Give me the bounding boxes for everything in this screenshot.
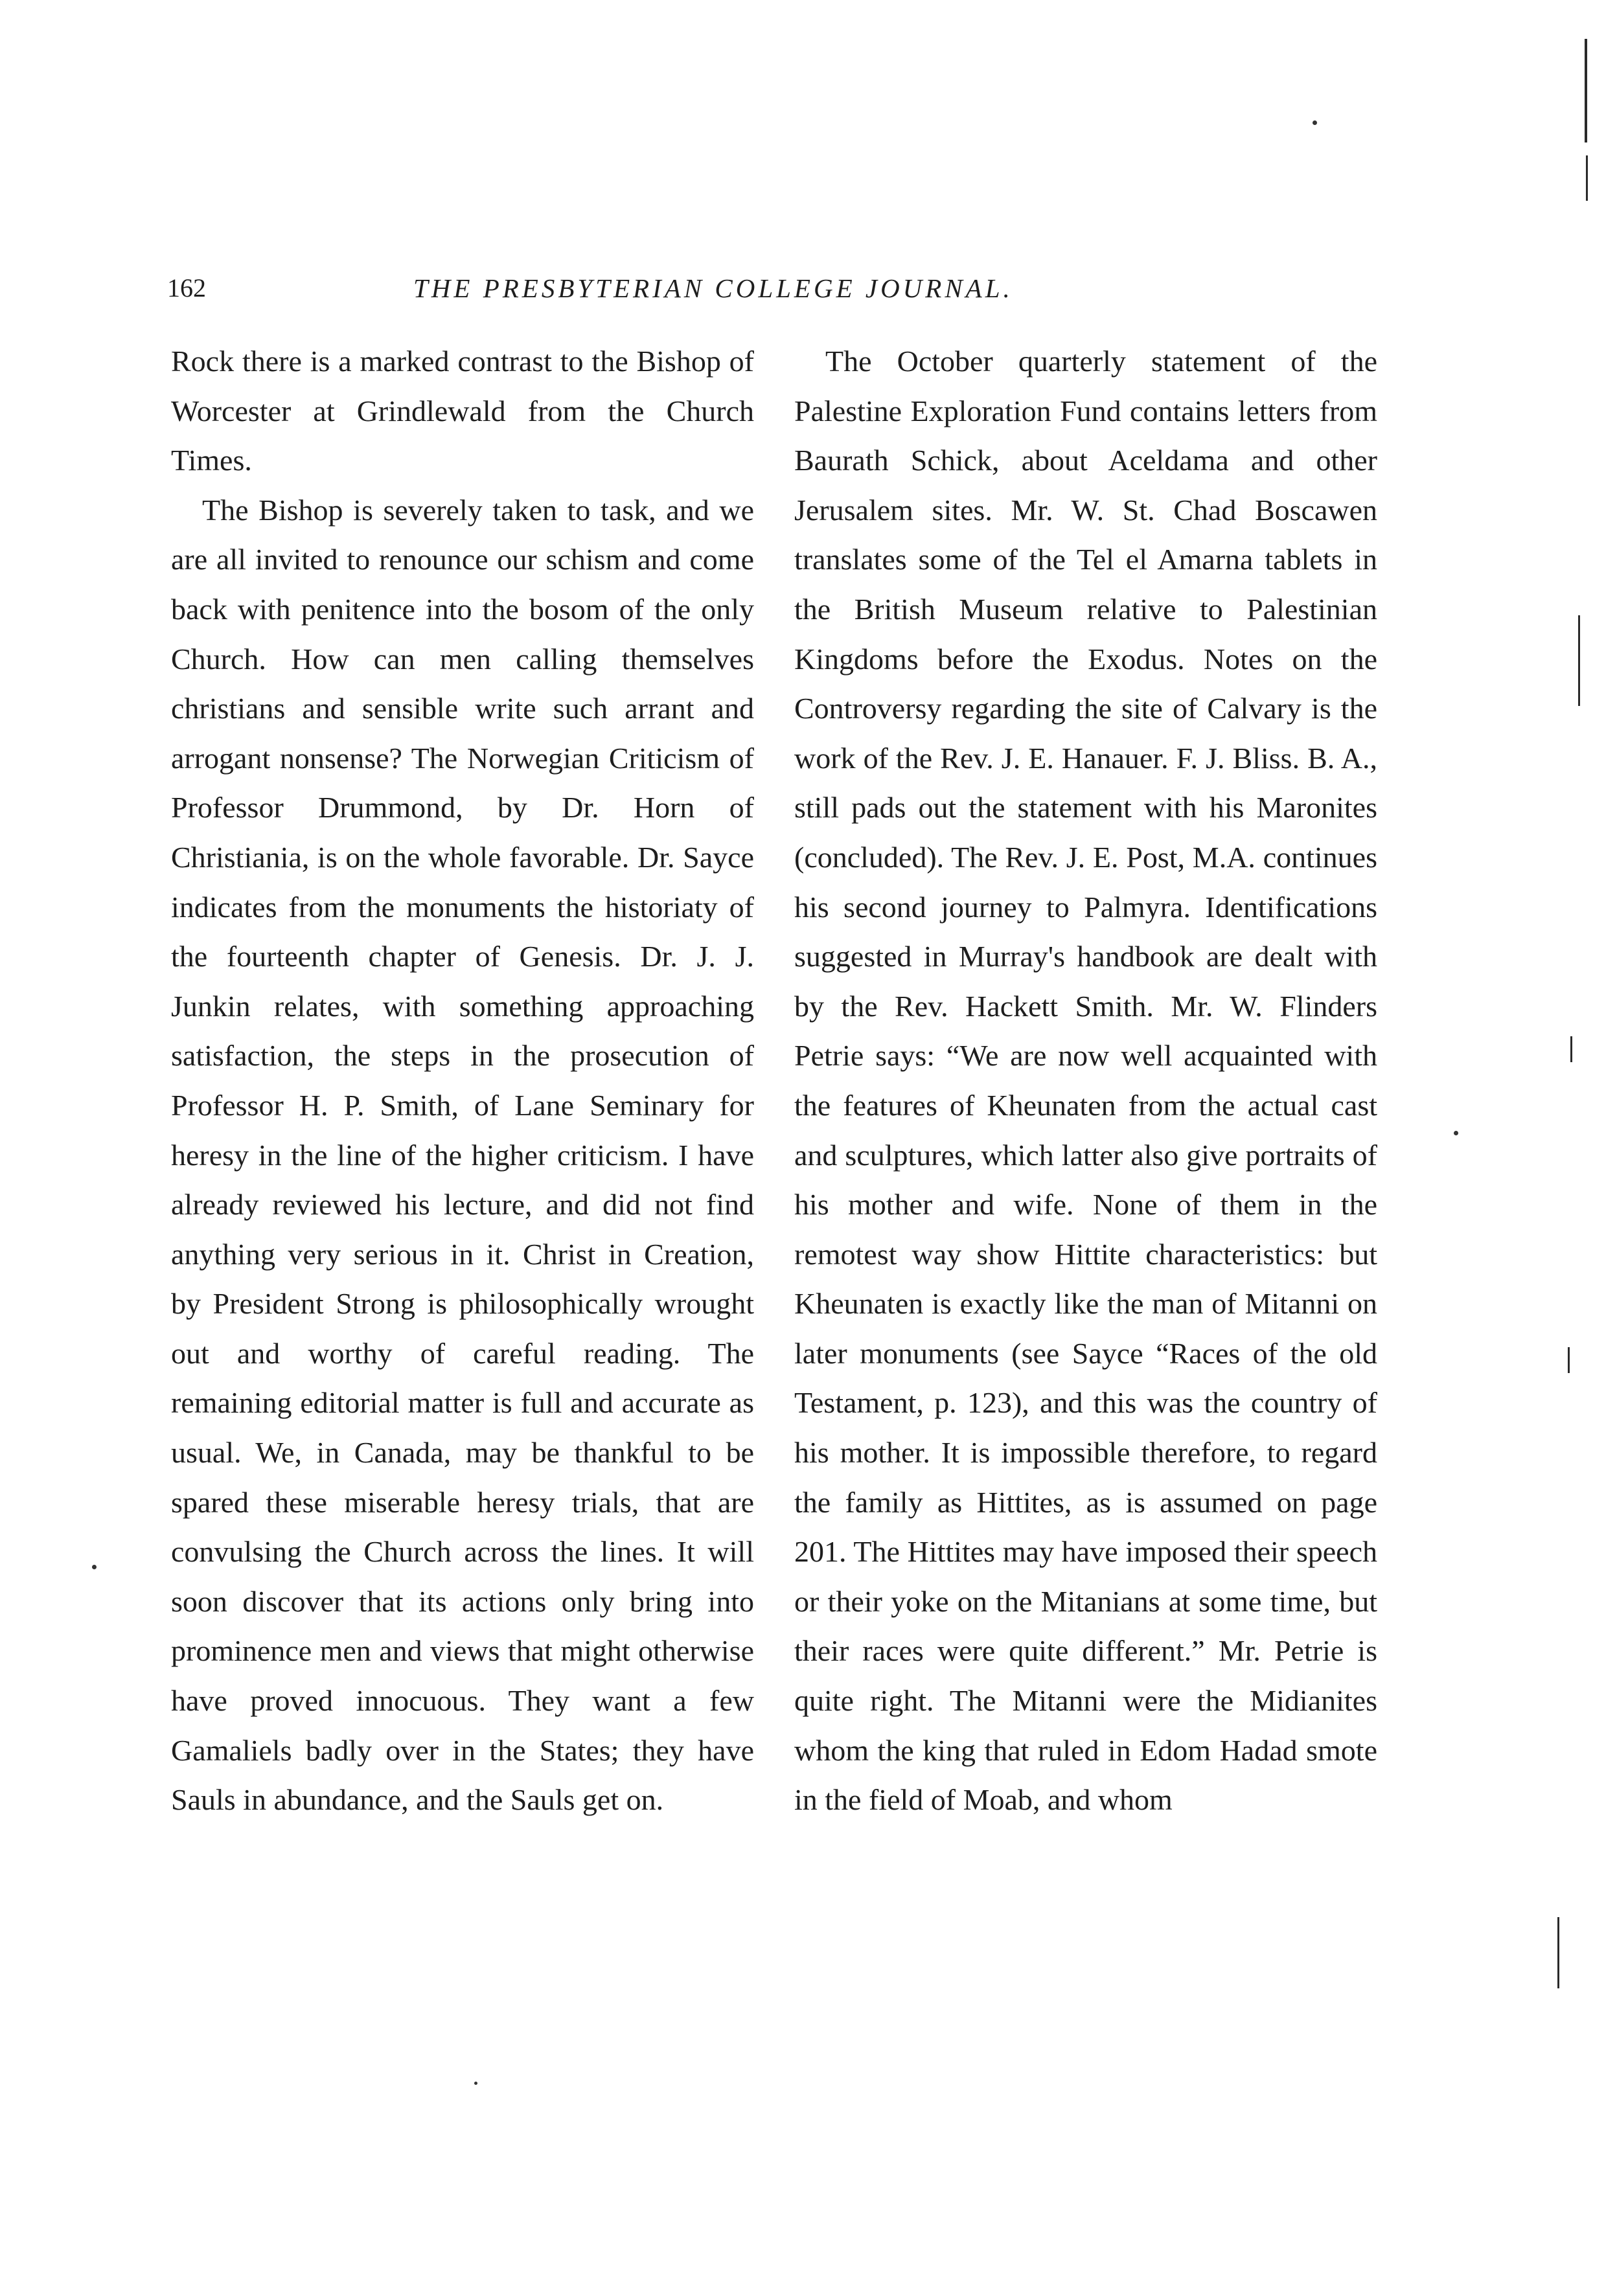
running-title: THE PRESBYTERIAN COLLEGE JOURNAL.: [413, 273, 1013, 303]
left-column: [171, 337, 754, 1825]
margin-dot: [1454, 1131, 1458, 1135]
margin-dot: [92, 1565, 97, 1569]
right-paragraph-1: The October quarterly statement of the Palestine Exploration Fund contains letters from Baurath Schick, about Aceldama and other Jerusalem sites. Mr. W. St. Chad Boscawen translates some of the Tel el Amarna tablets in the British Museum relative to Palestinian Kingdoms before the Exodus. Notes on the Controversy regarding the site of Calvary is the work of the Rev. J. E. Hanauer. F. J. Bliss. B. A., still pads out the statement with his Maronites (concluded). The Rev. J. E. Post, M.A. continues his second journey to Palmyra. Identifications suggested in Murray's handbook are dealt with by the Rev. Hackett Smith. Mr. W. Flinders Petrie says: “We are now well acquainted with the features of Kheunaten from the actual cast and sculptures, which latter also give portraits of his mother and wife. None of them in the remotest way show Hittite characteristics: but Kheunaten is exactly like the man of Mitanni on later monuments (see Sayce “Races of the old Testament, p. 123), and this was the country of his mother. It is impossible therefore, to regard the family as Hittites, as is assumed on page 201. The Hittites may have imposed their speech or their yoke on the Mitanians at some time, but their races were quite different.” Mr. Petrie is quite right. The Mitanni were the Midianites whom the king that ruled in Edom Hadad smote in the field of Moab, and whom: [794, 345, 1377, 1817]
margin-scan-mark: [1586, 155, 1588, 201]
left-paragraph-2: The Bishop is severely taken to task, and we are all invited to renounce our schism and come back with penitence into the bosom of the only Church. How can men calling themselves christians and sensible write such arrant and arrogant nonsense? The Norwegian Criticism of Professor Drummond, by Dr. Horn of Christiania, is on the whole favorable. Dr. Sayce indicates from the monuments the historiaty of the fourteenth chapter of Genesis. Dr. J. J. Junkin relates, with something approaching satisfaction, the steps in the prosecution of Professor H. P. Smith, of Lane Seminary for heresy in the line of the higher criticism. I have already reviewed his lecture, and did not find anything very serious in it. Christ in Creation, by President Strong is philosophically wrought out and worthy of careful reading. The remaining editorial matter is full and accurate as usual. We, in Canada, may be thankful to be spared these miserable heresy trials, that are convulsing the Church across the lines. It will soon discover that its actions only bring into prominence men and views that might otherwise have proved innocuous. They want a few Gamaliels badly over in the States; they have Sauls in abundance, and the Sauls get on.: [171, 493, 754, 1817]
left-paragraph-1: Rock there is a marked contrast to the Bishop of Worcester at Grindlewald from the Church Times.: [171, 345, 754, 477]
margin-dot: [1313, 120, 1317, 125]
page-number: 162: [167, 273, 206, 302]
margin-dot: [474, 2082, 477, 2085]
margin-scan-mark: [1568, 1347, 1570, 1373]
right-column: [794, 337, 1377, 1825]
margin-scan-mark: [1585, 39, 1587, 142]
margin-scan-mark: [1578, 615, 1580, 706]
page-header: [167, 266, 1152, 311]
margin-scan-mark: [1557, 1917, 1559, 1988]
margin-scan-mark: [1570, 1036, 1572, 1062]
